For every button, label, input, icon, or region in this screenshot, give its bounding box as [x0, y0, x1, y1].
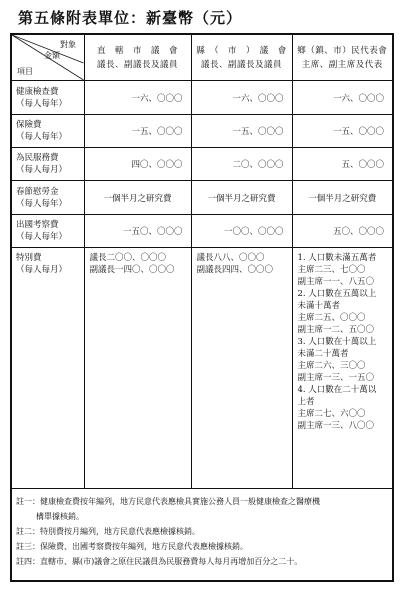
header-county-council: 縣 （ 市 ） 議 會 議長、副議長及議員	[191, 34, 292, 81]
note-1: 註一：健康檢查費按年編列，地方民意代表應檢具實施公務人員一般健康檢查之醫療機	[16, 497, 320, 506]
row-label: 為民服務費 （每人每月）	[11, 148, 84, 181]
table-row	[11, 215, 393, 248]
row-label: 特別費 （每人每月）	[11, 248, 84, 489]
cell-value: 一六、〇〇〇	[292, 81, 393, 115]
note-4: 註四：直轄市、縣(市)議會之原住民議員為民服務費每人每月再增加百分之二十。	[16, 557, 303, 566]
special-township: 1. 人口數未滿五萬者 主席二三、七〇〇 副主席一一、八五〇 2. 人口數在五萬以上 未滿十萬者 主席二五、〇〇〇 副主席一二、五〇〇 3. 人口數在十萬以上 未滿二十萬者 主席二六、三〇〇 副主席一三、一五〇 4. 人口數在二十萬以 上者 主席二七、六〇〇 副主席一三、八〇〇	[292, 248, 393, 489]
cell-value: 一五、〇〇〇	[84, 115, 191, 148]
corner-label-amount: 金額	[44, 51, 60, 60]
cell-value: 一五、〇〇〇	[292, 115, 393, 148]
header-row	[11, 34, 393, 81]
cell-value: 二〇、〇〇〇	[191, 148, 292, 181]
table-row	[11, 181, 393, 215]
cell-value: 四〇、〇〇〇	[84, 148, 191, 181]
allowance-table	[10, 33, 394, 582]
cell-value: 一個半月之研究費	[292, 181, 393, 215]
header-township-council: 鄉（鎮、市）民代表會 主席、副主席及代表	[292, 34, 393, 81]
page-title: 第五條附表單位：新臺幣（元）	[18, 9, 243, 27]
table-row	[11, 81, 393, 115]
table-row	[11, 148, 393, 181]
cell-value: 一個半月之研究費	[84, 181, 191, 215]
header-municipal-council: 直 轄 市 議 會 議長、副議長及議員	[84, 34, 191, 81]
corner-label-target: 對象	[60, 40, 76, 49]
row-label: 出國考察費 （每人每年）	[11, 215, 84, 248]
special-allowance-row	[11, 248, 393, 489]
special-county: 議長八八、〇〇〇 副議長四四、〇〇〇	[191, 248, 292, 489]
note-2: 註二：特別費按月編列，地方民意代表應檢據核銷。	[16, 527, 200, 536]
note-3: 註三：保險費、出國考察費按年編列，地方民意代表應檢據核銷。	[16, 542, 248, 551]
notes-row	[11, 489, 393, 581]
notes	[11, 489, 393, 581]
table-row	[11, 115, 393, 148]
cell-value: 五、〇〇〇	[292, 148, 393, 181]
cell-value: 一六、〇〇〇	[191, 81, 292, 115]
corner-label-item: 項目	[17, 67, 33, 76]
cell-value: 一五〇、〇〇〇	[84, 215, 191, 248]
cell-value: 一五、〇〇〇	[191, 115, 292, 148]
cell-value: 五〇、〇〇〇	[292, 215, 393, 248]
row-label: 保險費 （每人每年）	[11, 115, 84, 148]
special-municipal: 議長二〇〇、〇〇〇 副議長一四〇、〇〇〇	[84, 248, 191, 489]
corner-cell	[11, 34, 84, 81]
cell-value: 一〇〇、〇〇〇	[191, 215, 292, 248]
cell-value: 一個半月之研究費	[191, 181, 292, 215]
cell-value: 一六、〇〇〇	[84, 81, 191, 115]
row-label: 健康檢查費 （每人每年）	[11, 81, 84, 115]
row-label: 春節慰勞金 （每人每年）	[11, 181, 84, 215]
note-1-continued: 構單據核銷。	[36, 512, 84, 521]
